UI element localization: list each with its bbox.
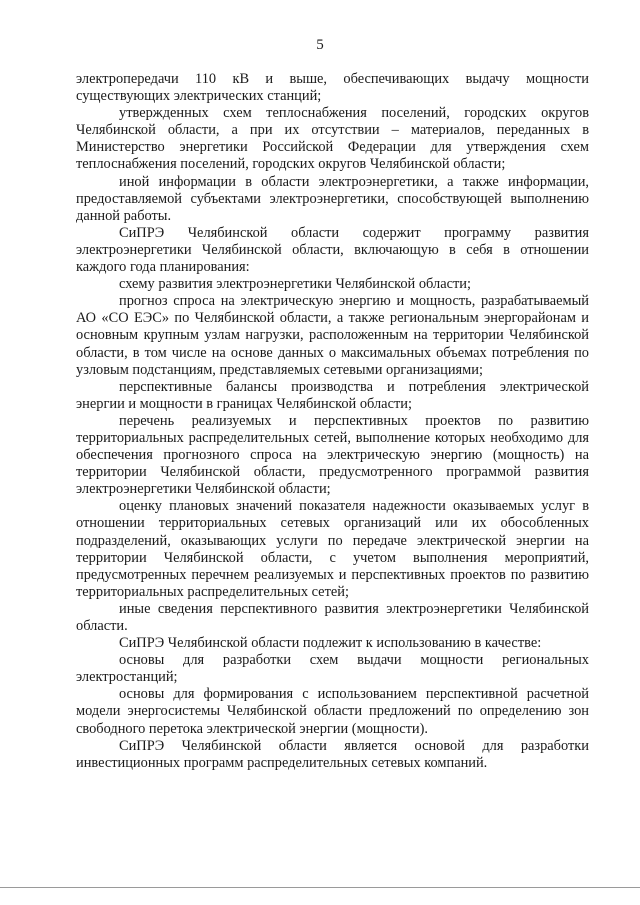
paragraph-2: утвержденных схем теплоснабжения поселений, городских округов Челябинской области, а при их отсутствии – материалов, переданных в Министерство энергетики Российской Федерации для утверждения схем теплоснабжения поселений, городских округов Челябинской области;: [76, 105, 589, 173]
paragraph-14: СиПРЭ Челябинской области является основой для разработки инвестиционных программ распределительных сетевых компаний.: [76, 737, 589, 771]
document-body: [76, 71, 589, 772]
paragraph-3: иной информации в области электроэнергетики, а также информации, предоставляемой субъектами электроэнергетики, способствующей выполнению данной работы.: [76, 173, 589, 224]
bottom-divider: [0, 887, 640, 888]
page-number: 5: [316, 37, 324, 53]
paragraph-12: основы для разработки схем выдачи мощности региональных электростанций;: [76, 652, 589, 686]
paragraph-10: иные сведения перспективного развития электроэнергетики Челябинской области.: [76, 600, 589, 634]
paragraph-5: схему развития электроэнергетики Челябинской области;: [119, 276, 471, 293]
paragraph-11: СиПРЭ Челябинской области подлежит к использованию в качестве:: [119, 635, 542, 652]
paragraph-13: основы для формирования с использованием перспективной расчетной модели энергосистемы Челябинской области предложений по определению зон свободного перетока электрической энергии (мощности).: [76, 686, 589, 737]
paragraph-8: перечень реализуемых и перспективных проектов по развитию территориальных распределительных сетей, выполнение которых необходимо для обеспечения прогнозного спроса на электрическую энергию (мощность) на территории Челябинской области, предусмотренного программой развития электроэнергетики Челябинской области;: [76, 412, 589, 498]
paragraph-9: оценку плановых значений показателя надежности оказываемых услуг в отношении территориальных сетевых организаций или их обособленных подразделений, оказывающих услуги по передаче электрической энергии на территории Челябинской области, с учетом выполнения мероприятий, предусмотренных перечнем реализуемых и перспективных проектов по развитию территориальных распределительных сетей;: [76, 498, 589, 600]
paragraph-7: перспективные балансы производства и потребления электрической энергии и мощности в границах Челябинской области;: [76, 378, 589, 412]
paragraph-1: электропередачи 110 кВ и выше, обеспечивающих выдачу мощности существующих электрических станций;: [76, 71, 589, 105]
paragraph-6: прогноз спроса на электрическую энергию и мощность, разрабатываемый АО «СО ЕЭС» по Челябинской области, а также региональным энергорайонам и основным крупным узлам нагрузки, расположенным на территории Челябинской области, в том числе на основе данных о максимальных объемах потребления по узловым подстанциям, представляемых сетевыми организациями;: [76, 293, 589, 378]
paragraph-4: СиПРЭ Челябинской области содержит программу развития электроэнергетики Челябинской области, включающую в себя в отношении каждого года планирования:: [76, 224, 589, 276]
